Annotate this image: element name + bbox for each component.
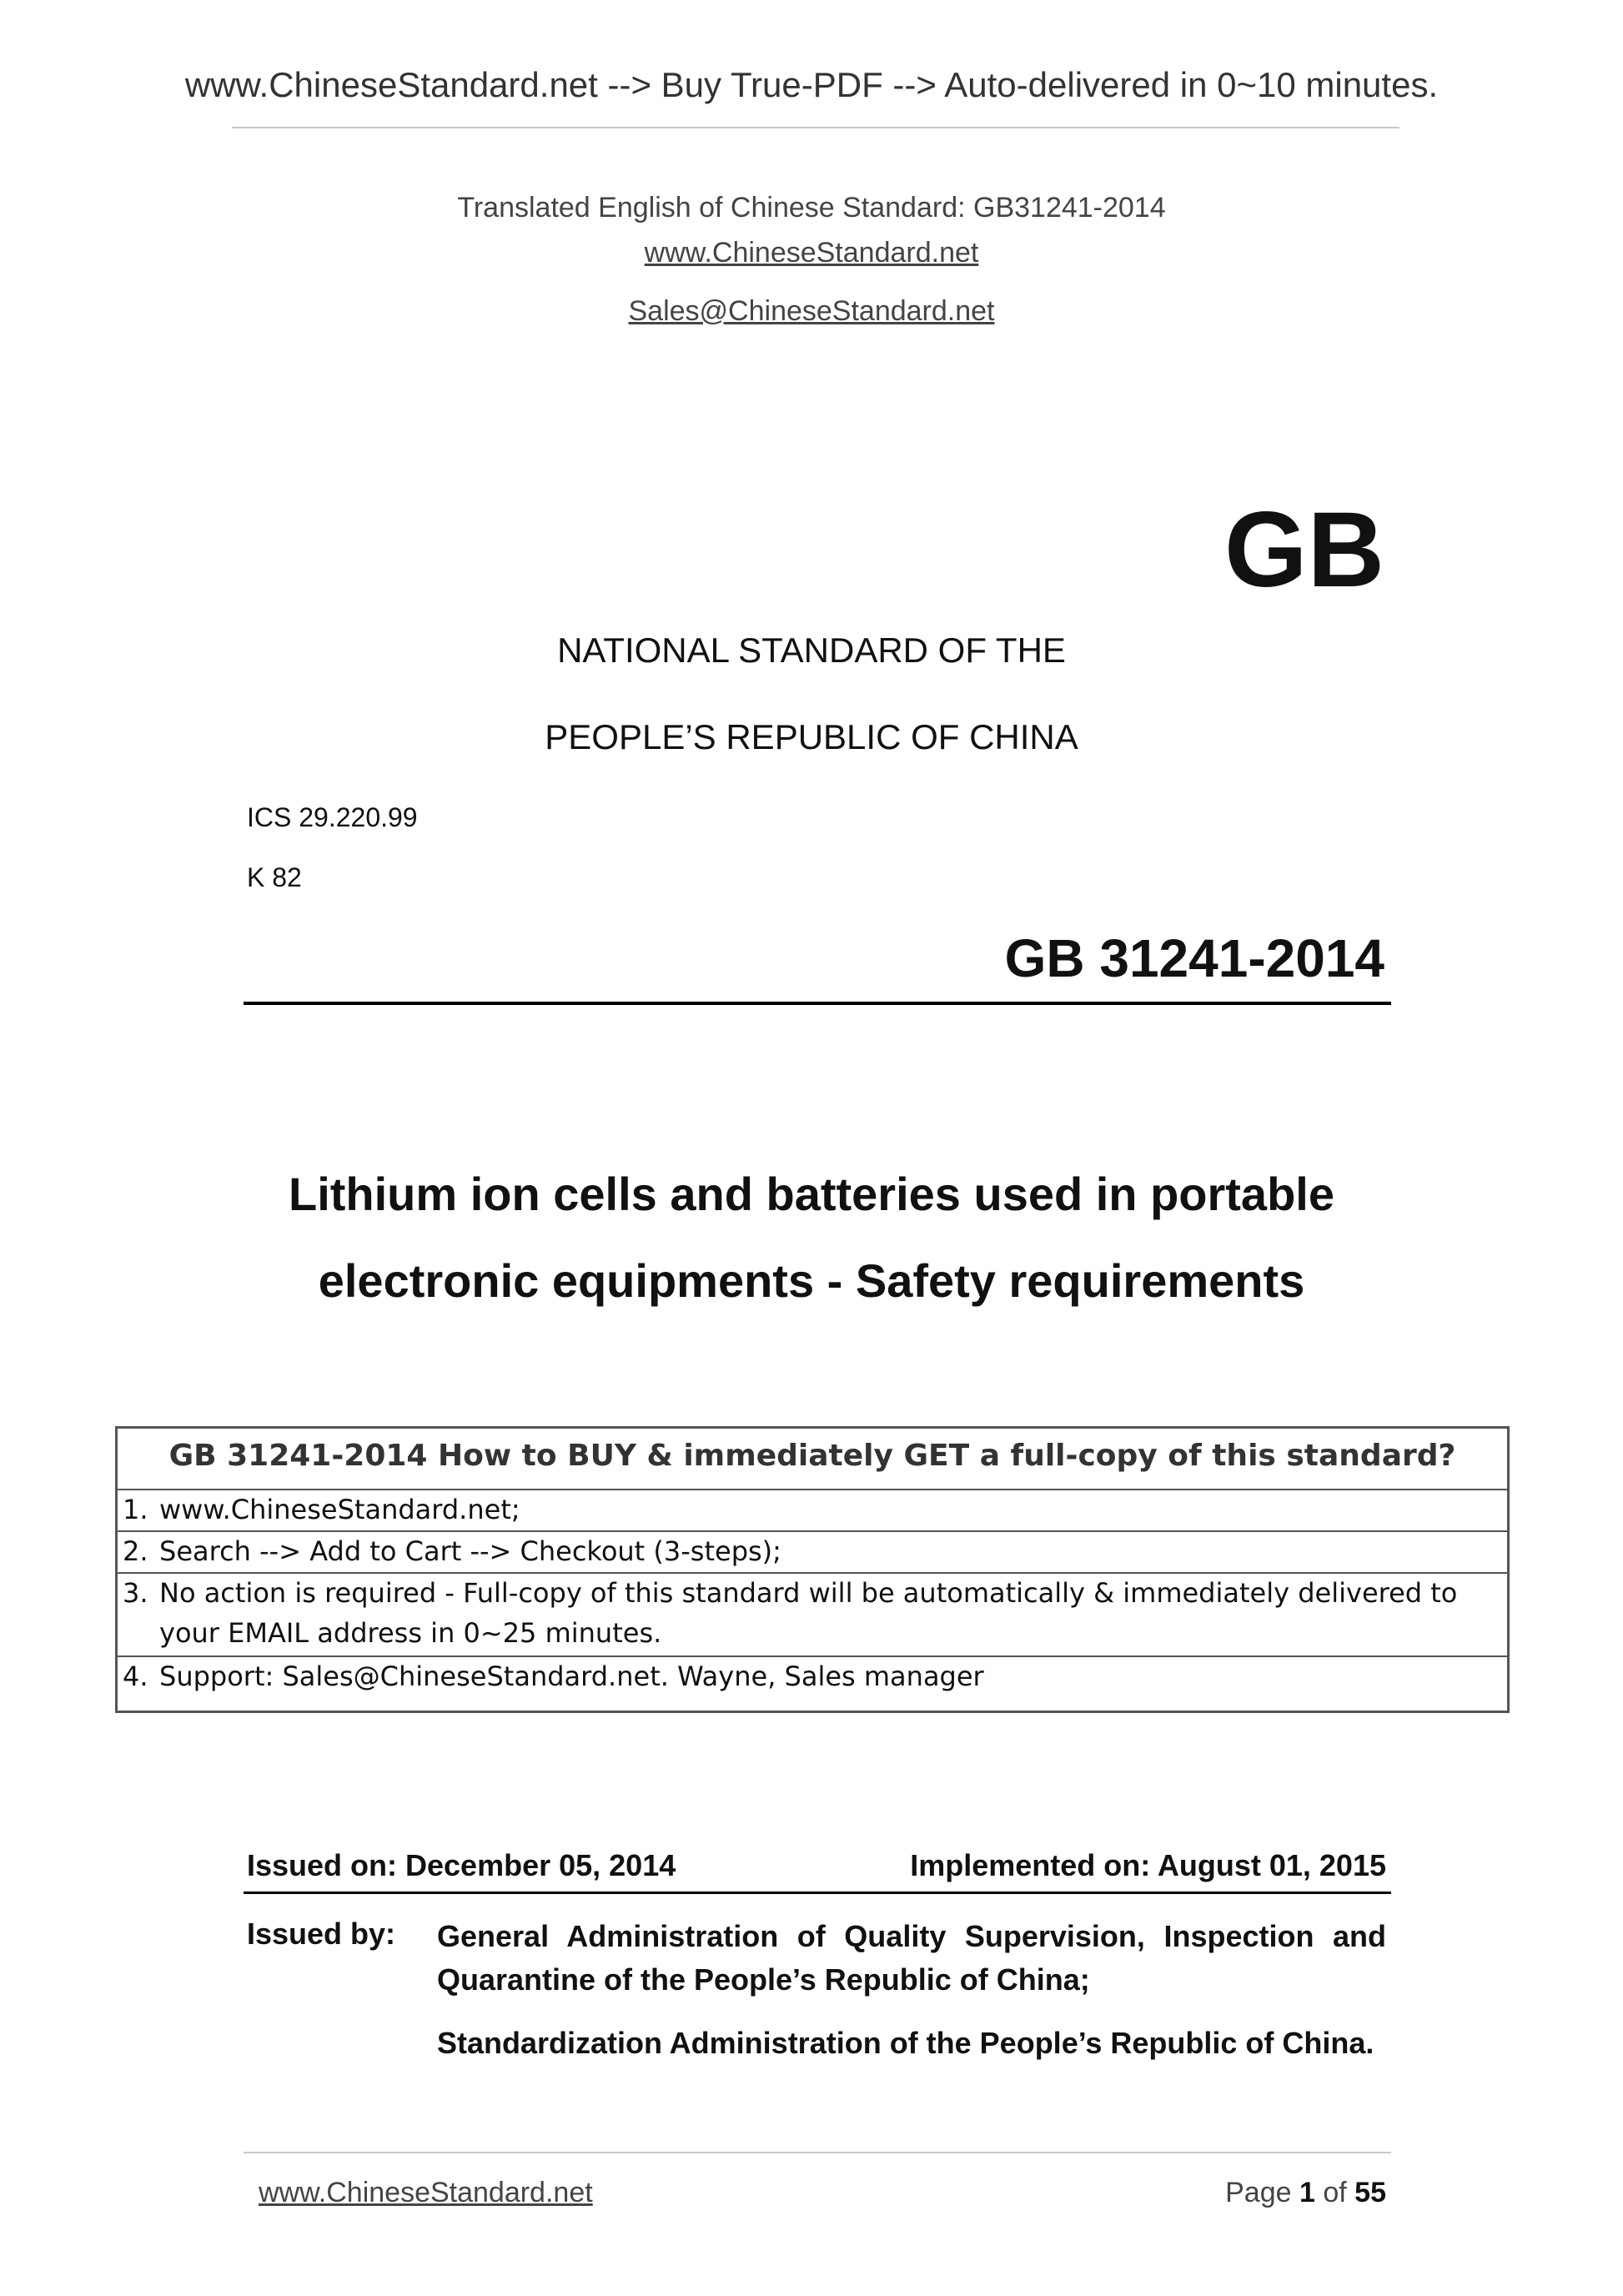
buy-step-1 — [123, 1494, 1499, 1525]
buy-step-number: 3. — [123, 1577, 148, 1609]
national-standard-line-2: PEOPLE’S REPUBLIC OF CHINA — [545, 717, 1078, 756]
page-current: 1 — [1299, 2177, 1315, 2208]
translated-notice: Translated English of Chinese Standard: GB31241-2014 — [457, 192, 1166, 224]
document-title — [0, 1151, 1623, 1324]
issue-dates-rule — [244, 1892, 1391, 1894]
footer-site-link[interactable]: www.ChineseStandard.net — [259, 2177, 593, 2208]
buy-step-number: 4. — [123, 1660, 148, 1692]
national-standard-line-1: NATIONAL STANDARD OF THE — [557, 631, 1066, 670]
gb-logo: GB — [1224, 490, 1384, 610]
buy-box-divider — [118, 1655, 1507, 1657]
buy-step-text: Support: Sales@ChineseStandard.net. Wayne, Sales manager — [159, 1660, 984, 1692]
implemented-on-date: Implemented on: August 01, 2015 — [910, 1848, 1386, 1882]
buy-box-title: GB 31241-2014 How to BUY & immediately GET a full-copy of this standard? — [168, 1439, 1456, 1473]
buy-box-divider — [118, 1489, 1507, 1490]
issued-on-date: Issued on: December 05, 2014 — [247, 1848, 676, 1882]
issuer-2: Standardization Administration of the People’s Republic of China. — [437, 2026, 1374, 2060]
buy-step-3 — [123, 1577, 1499, 1609]
document-title-line-2: electronic equipments - Safety requirements — [318, 1254, 1305, 1307]
buy-step-number: 1. — [123, 1494, 148, 1525]
buy-box-divider — [118, 1530, 1507, 1532]
standard-number-rule — [244, 1002, 1391, 1005]
sales-email-link[interactable]: Sales@ChineseStandard.net — [628, 295, 995, 327]
buy-step-text: Search --> Add to Cart --> Checkout (3-steps); — [159, 1535, 781, 1567]
buy-step-4 — [123, 1660, 1499, 1692]
buy-step-2 — [123, 1535, 1499, 1567]
issuer-1: General Administration of Quality Supervision, Inspection and Quarantine of the People’s Republic of China; — [437, 1919, 1386, 1997]
buy-step-text: your EMAIL address in 0~25 minutes. — [159, 1617, 662, 1649]
site-link[interactable]: www.ChineseStandard.net — [644, 237, 979, 269]
footer-divider — [244, 2152, 1391, 2153]
buy-box-divider — [118, 1572, 1507, 1574]
k-code: K 82 — [247, 862, 302, 892]
page-of: of — [1323, 2177, 1347, 2208]
page-indicator — [1001, 2177, 1386, 2209]
buy-step-text: No action is required - Full-copy of this standard will be automatically & immediately delivered to — [159, 1577, 1458, 1609]
buy-instructions-box — [115, 1426, 1510, 1713]
standard-number: GB 31241-2014 — [1004, 928, 1384, 988]
page-total: 55 — [1354, 2177, 1386, 2208]
document-title-line-1: Lithium ion cells and batteries used in portable — [289, 1168, 1334, 1220]
buy-step-3-continuation — [123, 1617, 1499, 1649]
buy-step-text: www.ChineseStandard.net; — [159, 1494, 520, 1525]
buy-step-number: 2. — [123, 1535, 148, 1567]
issued-by-label: Issued by: — [247, 1917, 396, 1951]
header-divider — [232, 127, 1399, 128]
header-banner: www.ChineseStandard.net --> Buy True-PDF --> Auto-delivered in 0~10 minutes. — [184, 65, 1439, 104]
ics-code: ICS 29.220.99 — [247, 802, 418, 832]
page-prefix: Page — [1225, 2177, 1292, 2208]
